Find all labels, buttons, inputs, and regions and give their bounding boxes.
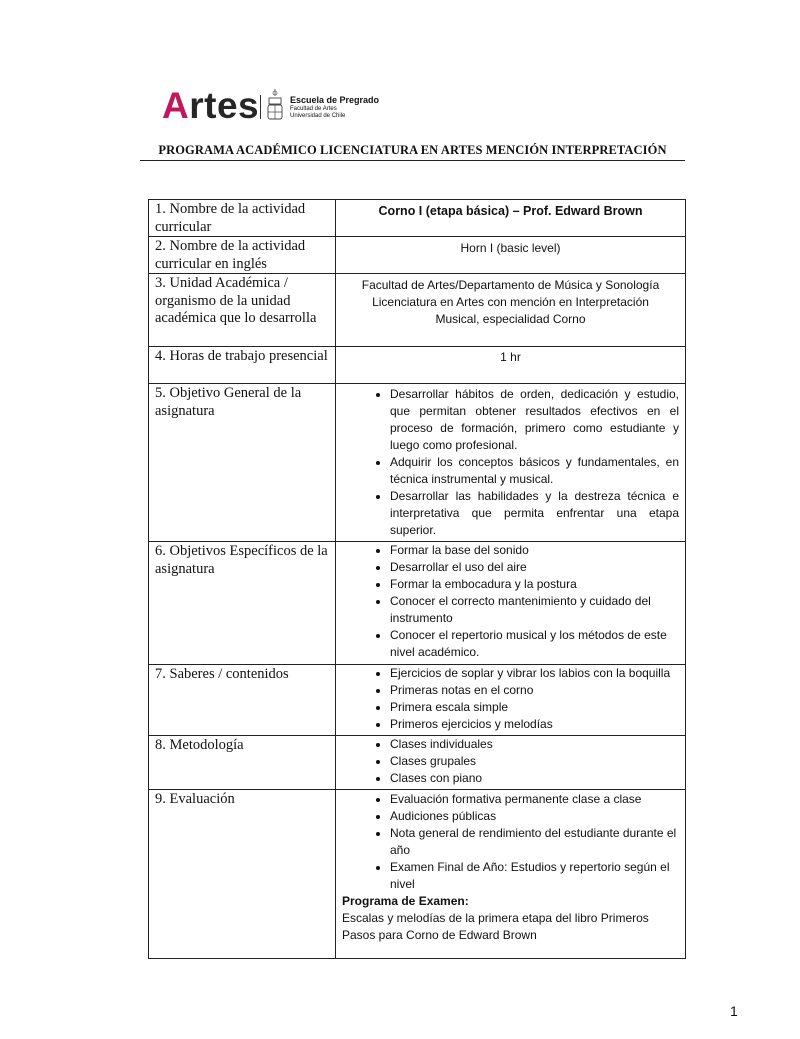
list-item: • Desarrollar el uso del aire [390, 559, 679, 576]
contents-list [342, 665, 679, 733]
contact-hours: 1 hr [336, 347, 686, 384]
list-item: • Desarrollar las habilidades y la destreza técnica e interpretativa que permita enfrentar una etapa superior. [390, 488, 679, 539]
row-label: 1. Nombre de la actividad curricular [149, 200, 336, 237]
specific-objectives-list [342, 542, 679, 661]
table-row [149, 347, 686, 384]
university-seal-icon [265, 88, 285, 122]
list-item: • Primeros ejercicios y melodías [390, 716, 679, 733]
academic-unit: Facultad de Artes/Departamento de Música y Sonología Licenciatura en Artes con mención en Interpretación Musical, especialidad Corno [336, 274, 686, 347]
list-item: • Conocer el correcto mantenimiento y cuidado del instrumento [390, 593, 679, 627]
row-label: 8. Metodología [149, 736, 336, 790]
logo-wordmark: Artes [162, 85, 260, 126]
list-item: • Clases individuales [390, 736, 679, 753]
logo-text [290, 95, 379, 120]
course-name: Corno I (etapa básica) – Prof. Edward Brown [336, 200, 686, 237]
exam-program-text: Escalas y melodías de la primera etapa del libro Primeros Pasos para Corno de Edward Brown [342, 911, 649, 942]
course-name-english: Horn I (basic level) [336, 237, 686, 274]
list-item: • Audiciones públicas [390, 808, 679, 825]
list-item: • Primeras notas en el corno [390, 682, 679, 699]
list-item: • Examen Final de Año: Estudios y repertorio según el nivel [390, 859, 679, 893]
exam-program-heading: Programa de Examen: [342, 894, 469, 908]
table-row [149, 736, 686, 790]
evaluation [336, 790, 686, 959]
row-label: 6. Objetivos Específicos de la asignatura [149, 542, 336, 665]
list-item: • Primera escala simple [390, 699, 679, 716]
logo-line-university: Universidad de Chile [290, 113, 346, 119]
methodology [336, 736, 686, 790]
list-item: • Formar la base del sonido [390, 542, 679, 559]
row-label: 3. Unidad Académica / organismo de la unidad académica que lo desarrolla [149, 274, 336, 347]
row-label: 7. Saberes / contenidos [149, 665, 336, 736]
list-item: • Clases con piano [390, 770, 679, 787]
row-label: 2. Nombre de la actividad curricular en inglés [149, 237, 336, 274]
general-objective [336, 384, 686, 542]
list-item: • Clases grupales [390, 753, 679, 770]
methodology-list [342, 736, 679, 787]
logo-line-school: Escuela de Pregrado [290, 95, 380, 105]
list-item: • Adquirir los conceptos básicos y fundamentales, en técnica instrumental y musical. [390, 454, 679, 488]
list-item: • Ejercicios de soplar y vibrar los labios con la boquilla [390, 665, 679, 682]
page-number: 1 [730, 1003, 738, 1019]
list-item: • Nota general de rendimiento del estudiante durante el año [390, 825, 679, 859]
table-row [149, 200, 686, 237]
row-label: 5. Objetivo General de la asignatura [149, 384, 336, 542]
table-row [149, 665, 686, 736]
logo-divider [260, 95, 261, 119]
artes-logo [162, 86, 422, 126]
program-title: PROGRAMA ACADÉMICO LICENCIATURA EN ARTES MENCIÓN INTERPRETACIÓN [140, 143, 685, 161]
table-row [149, 237, 686, 274]
row-label: 9. Evaluación [149, 790, 336, 959]
list-item: • Desarrollar hábitos de orden, dedicación y estudio, que permitan obtener resultados efectivos en el proceso de formación, primero como estudiante y luego como profesional. [390, 386, 679, 454]
list-item: • Conocer el repertorio musical y los métodos de este nivel académico. [390, 627, 679, 661]
logo-line-faculty: Facultad de Artes [290, 106, 337, 112]
table-row [149, 384, 686, 542]
list-item: • Evaluación formativa permanente clase a clase [390, 791, 679, 808]
evaluation-list [342, 791, 679, 893]
course-program-table [148, 199, 686, 959]
specific-objectives [336, 542, 686, 665]
row-label: 4. Horas de trabajo presencial [149, 347, 336, 384]
table-row [149, 274, 686, 347]
general-objective-list [342, 386, 679, 539]
table-row [149, 790, 686, 959]
list-item: • Formar la embocadura y la postura [390, 576, 679, 593]
table-row [149, 542, 686, 665]
contents [336, 665, 686, 736]
